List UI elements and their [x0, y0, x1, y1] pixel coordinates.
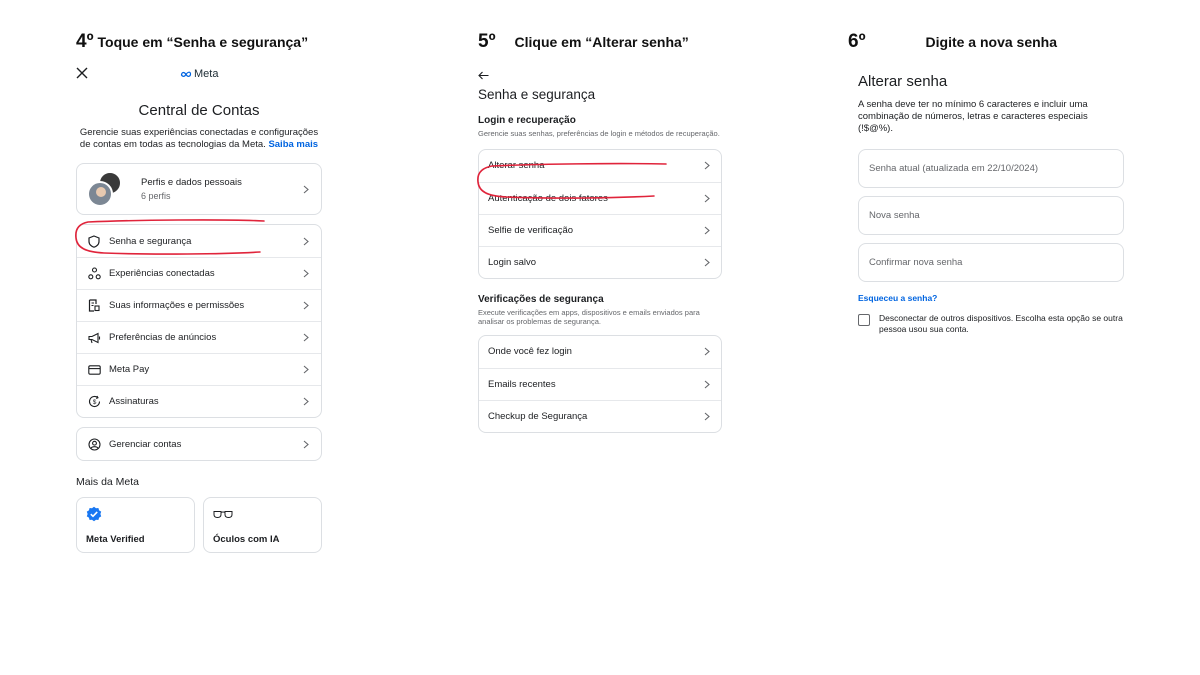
settings-item-password-security[interactable]	[77, 225, 321, 257]
step-number: 4º	[76, 31, 94, 52]
chevron-right-icon	[303, 440, 311, 448]
settings-item-meta-pay[interactable]	[77, 353, 321, 385]
settings-item-label: Suas informações e permissões	[109, 300, 245, 311]
settings-item-subscriptions[interactable]	[77, 385, 321, 417]
new-password-input[interactable]	[869, 210, 1113, 221]
meta-infinity-icon	[180, 70, 192, 78]
security-checks-description: Execute verificações em apps, dispositivos e emails enviados para analisar os problemas de segurança.	[478, 307, 700, 326]
close-icon[interactable]	[76, 66, 90, 80]
forgot-password-link[interactable]: Esqueceu a senha?	[858, 293, 938, 303]
top-bar	[76, 60, 322, 92]
chevron-right-icon	[303, 334, 311, 342]
password-requirements: A senha deve ter no mínimo 6 caracteres e incluir uma combinação de números, letras e caracteres especiais (!$@%).	[858, 99, 1088, 134]
accounts-center-panel	[76, 60, 322, 553]
settings-item-label: Meta Pay	[109, 364, 150, 375]
learn-more-link[interactable]: Saiba mais	[268, 139, 319, 150]
two-factor-item[interactable]	[479, 182, 721, 214]
login-recovery-description: Gerencie suas senhas, preferências de login e métodos de recuperação.	[478, 129, 720, 138]
logout-devices-option	[858, 313, 1124, 334]
card-icon	[87, 363, 101, 377]
meta-verified-tile[interactable]	[76, 497, 195, 553]
list-item-label: Autenticação de dois fatores	[488, 192, 608, 204]
settings-item-label: Preferências de anúncios	[109, 332, 217, 343]
page-title: Alterar senha	[858, 73, 948, 90]
settings-item-label: Senha e segurança	[109, 235, 192, 247]
chevron-right-icon	[704, 380, 712, 388]
current-password-input[interactable]	[869, 163, 1113, 174]
meta-tiles	[76, 497, 322, 553]
shield-icon	[87, 234, 101, 248]
list-item-label: Emails recentes	[488, 378, 556, 390]
chevron-right-icon	[704, 348, 712, 356]
chevron-right-icon	[303, 398, 311, 406]
page-title: Central de Contas	[138, 102, 260, 119]
settings-item-label: Experiências conectadas	[109, 268, 215, 279]
meta-logo	[180, 68, 218, 80]
step-number: 5º	[478, 31, 496, 52]
tile-label: Óculos com IA	[213, 534, 280, 545]
page-description	[76, 127, 322, 151]
settings-item-label: Assinaturas	[109, 396, 159, 407]
info-document-icon	[87, 299, 101, 313]
password-fields	[858, 149, 1124, 282]
chevron-right-icon	[303, 185, 311, 193]
recent-emails-item[interactable]	[479, 368, 721, 400]
security-checks-heading: Verificações de segurança	[478, 293, 604, 305]
chevron-right-icon	[704, 194, 712, 202]
subscription-icon	[87, 395, 101, 409]
step-text: Toque em “Senha e segurança”	[97, 34, 309, 50]
verification-selfie-item[interactable]	[479, 214, 721, 246]
saved-login-item[interactable]	[479, 246, 721, 278]
profiles-card[interactable]	[76, 163, 322, 215]
settings-item-info-permissions[interactable]	[77, 289, 321, 321]
list-item-label: Login salvo	[488, 256, 537, 268]
step-6-heading	[848, 31, 1057, 53]
glasses-icon	[213, 506, 233, 523]
profile-count: 6 perfis	[141, 191, 171, 201]
security-checks-list	[478, 335, 722, 433]
where-logged-in-item[interactable]	[479, 336, 721, 368]
step-text: Clique em “Alterar senha”	[514, 34, 689, 50]
user-circle-icon	[87, 437, 101, 451]
megaphone-icon	[87, 331, 101, 345]
manage-accounts-card	[76, 427, 322, 461]
logout-devices-label: Desconectar de outros dispositivos. Escolha esta opção se outra pessoa usou sua conta.	[879, 313, 1123, 334]
chevron-right-icon	[303, 237, 311, 245]
step-number: 6º	[848, 31, 866, 52]
change-password-panel	[858, 68, 1124, 334]
more-from-meta-heading: Mais da Meta	[76, 476, 140, 488]
list-item-label: Alterar senha	[488, 160, 545, 171]
login-recovery-list	[478, 149, 722, 279]
new-password-field[interactable]	[858, 196, 1124, 235]
verified-badge-icon	[86, 509, 102, 526]
avatar-group	[87, 171, 125, 207]
back-button[interactable]	[478, 60, 722, 82]
chevron-right-icon	[704, 412, 712, 420]
settings-item-ad-preferences[interactable]	[77, 321, 321, 353]
chevron-right-icon	[704, 226, 712, 234]
manage-accounts-item[interactable]	[77, 428, 321, 460]
page-title: Senha e segurança	[478, 87, 596, 102]
chevron-right-icon	[704, 258, 712, 266]
step-5-heading	[478, 31, 689, 53]
profile-title: Perfis e dados pessoais	[141, 177, 242, 188]
logout-devices-checkbox[interactable]	[858, 314, 870, 326]
settings-list	[76, 224, 322, 418]
settings-item-connected-experiences[interactable]	[77, 257, 321, 289]
chevron-right-icon	[303, 302, 311, 310]
change-password-item[interactable]	[479, 150, 721, 182]
list-item-label: Checkup de Segurança	[488, 410, 588, 422]
password-security-panel	[478, 60, 722, 433]
avatar	[87, 181, 113, 207]
connected-icon	[87, 267, 101, 281]
chevron-right-icon	[704, 162, 712, 170]
chevron-right-icon	[303, 366, 311, 374]
confirm-password-input[interactable]	[869, 257, 1113, 268]
ai-glasses-tile[interactable]	[203, 497, 322, 553]
description-text: Gerencie suas experiências conectadas e configurações de contas em todas as tecnologias da Meta.	[79, 127, 319, 150]
manage-accounts-label: Gerenciar contas	[109, 438, 182, 450]
back-arrow-icon	[478, 71, 489, 80]
confirm-password-field[interactable]	[858, 243, 1124, 282]
tile-label: Meta Verified	[86, 534, 145, 545]
security-checkup-item[interactable]	[479, 400, 721, 432]
current-password-field[interactable]	[858, 149, 1124, 188]
list-item-label: Selfie de verificação	[488, 224, 574, 236]
meta-logo-text: Meta	[194, 68, 219, 80]
chevron-right-icon	[303, 270, 311, 278]
login-recovery-heading: Login e recuperação	[478, 115, 576, 126]
step-text: Digite a nova senha	[925, 34, 1057, 50]
list-item-label: Onde você fez login	[488, 346, 572, 357]
svg-text:$: $	[92, 399, 96, 406]
profile-text	[141, 177, 303, 201]
step-4-heading	[76, 31, 308, 53]
